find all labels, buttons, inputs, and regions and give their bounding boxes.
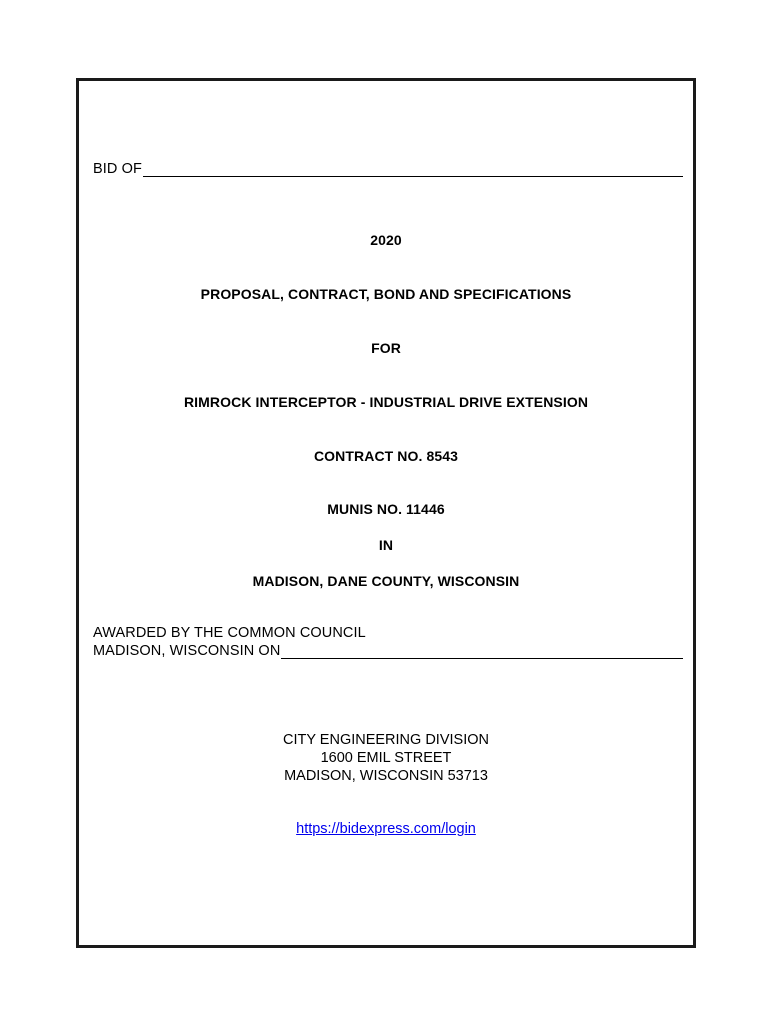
address-block bbox=[79, 731, 693, 785]
document-type: PROPOSAL, CONTRACT, BOND AND SPECIFICATIONS bbox=[200, 286, 572, 302]
bid-of-label: BID OF bbox=[93, 161, 142, 177]
in-label: IN bbox=[378, 537, 394, 553]
project-name: RIMROCK INTERCEPTOR - INDUSTRIAL DRIVE EXTENSION bbox=[183, 394, 589, 410]
bidexpress-link[interactable]: https://bidexpress.com/login bbox=[296, 821, 476, 837]
year: 2020 bbox=[370, 232, 402, 248]
city-state-zip: MADISON, WISCONSIN 53713 bbox=[284, 768, 488, 784]
awarded-line-1: AWARDED BY THE COMMON COUNCIL bbox=[93, 625, 366, 641]
awarded-line-2 bbox=[93, 643, 683, 659]
division-name: CITY ENGINEERING DIVISION bbox=[283, 732, 489, 748]
bidexpress-link-row bbox=[79, 821, 693, 837]
bid-of-blank bbox=[143, 162, 683, 177]
document-border bbox=[76, 78, 696, 948]
awarded-on-label: MADISON, WISCONSIN ON bbox=[93, 643, 281, 659]
bid-of-line bbox=[93, 161, 683, 177]
contract-number: CONTRACT NO. 8543 bbox=[313, 448, 459, 464]
location: MADISON, DANE COUNTY, WISCONSIN bbox=[252, 573, 520, 589]
munis-number: MUNIS NO. 11446 bbox=[327, 501, 445, 517]
awarded-on-blank bbox=[281, 644, 683, 659]
for-label: FOR bbox=[371, 340, 401, 356]
street-address: 1600 EMIL STREET bbox=[320, 750, 452, 766]
